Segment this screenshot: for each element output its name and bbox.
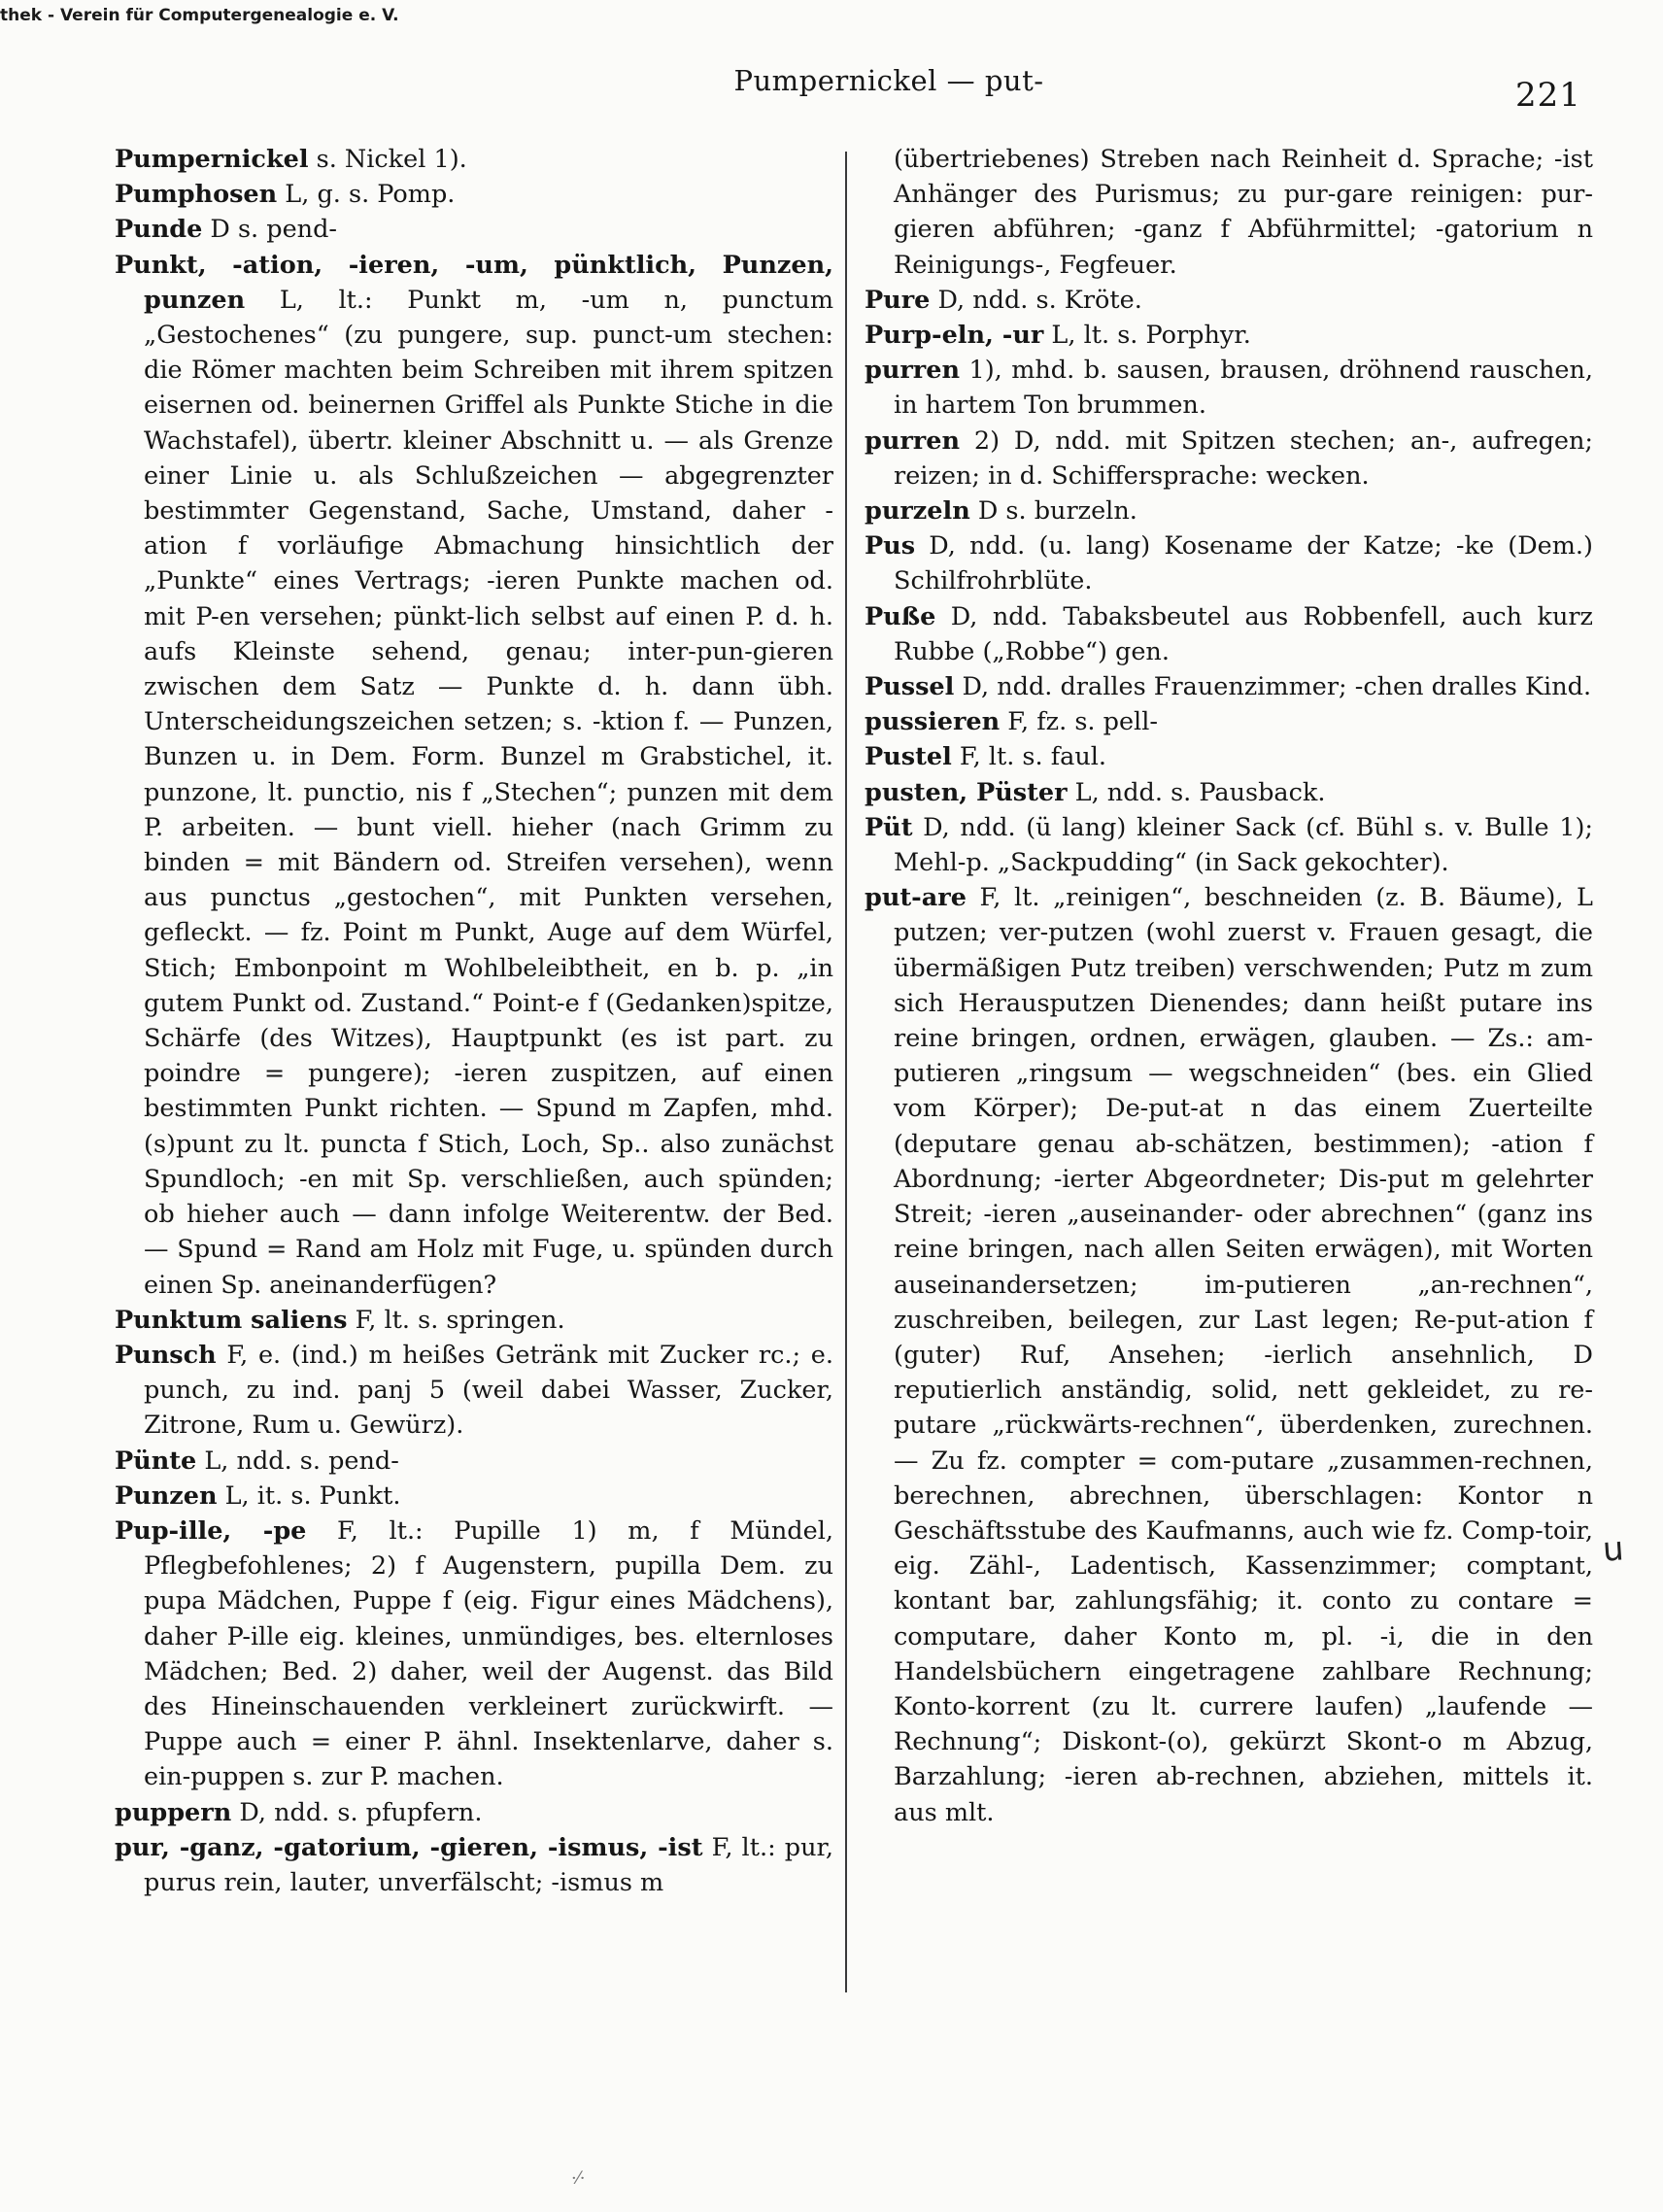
dictionary-entry: Pure D, ndd. s. Kröte. (865, 285, 1142, 315)
dictionary-entry: put-are F, lt. „reinigen“, beschneiden (z. B. Bäume), L putzen; ver-putzen (wohl zuerst v. Frauen gesagt, die übermäßigen Putz treiben) verschwenden; Putz m zum sich Herausputzen Dienendes; dann heißt putare ins reine bringen, ordnen, erwägen, glauben. — Zs.: am-putieren „ringsum — wegschneiden“ (bes. ein Glied vom Körper); De-put-at n das einem Zuerteilte (deputare genau ab-schätzen, bestimmen); -ation f Abordnung; -ierter Abgeordneter; Dis-put m gelehrter Streit; -ieren „auseinander- oder abrechnen“ (ganz ins reine bringen, nach allen Seiten erwägen), mit Worten auseinandersetzen; im-putieren „an-rechnen“, zuschreiben, beilegen, zur Last legen; Re-put-ation f (guter) Ruf, Ansehen; -ierlich ansehnlich, D reputierlich anständig, solid, nett gekleidet, zu re-putare „rückwärts-rechnen“, überdenken, zurechnen. — Zu fz. compter = com-putare „zusammen-rechnen, berechnen, abrechnen, überschlagen: Kontor n Geschäftsstube des Kaufmanns, auch wie fz. Comp-toir, eig. Zähl-, Ladentisch, Kassenzimmer; comptant, kontant bar, zahlungsfähig; it. conto zu contare = computare, daher Konto m, pl. -i, die in den Handelsbüchern eingetragene zahlbare Rechnung; Konto-korrent (zu lt. currere laufen) „laufende — Rechnung“; Diskont-(o), gekürzt Skont-o m Abzug, Barzahlung; -ieren ab-rechnen, abziehen, mittels it. aus mlt. (865, 883, 1593, 1827)
dictionary-entry: Puße D, ndd. Tabaksbeutel aus Robbenfell, auch kurz Rubbe („Robbe“) gen. (865, 601, 1593, 666)
source-label: thek - Verein für Computergenealogie e. V. (0, 6, 399, 25)
dictionary-entry-continuation: (übertriebenes) Streben nach Reinheit d. Sprache; -ist Anhänger des Purismus; zu pur-gare reinigen: pur-gieren abführen; -ganz f Abführmittel; -gatorium n Reinigungs-, Fegfeuer. (894, 145, 1593, 280)
dictionary-entry: Pus D, ndd. (u. lang) Kosename der Katze; -ke (Dem.) Schilfrohrblüte. (865, 531, 1593, 596)
dictionary-entry: pussieren F, fz. s. pell- (865, 707, 1158, 737)
dictionary-entry: Pumpernickel s. Nickel 1). (115, 145, 467, 174)
dictionary-entry: Punde D s. pend- (115, 215, 338, 245)
dictionary-entry: Punsch F, e. (ind.) m heißes Getränk mit Zucker rc.; e. punch, zu ind. panj 5 (weil dabei Wasser, Zucker, Zitrone, Rum u. Gewürz). (115, 1340, 833, 1441)
page-number: 221 (1515, 76, 1581, 115)
dictionary-entry: purren 2) D, ndd. mit Spitzen stechen; an-, aufregen; reizen; in d. Schiffersprache: wecken. (865, 425, 1593, 491)
dictionary-entry: Pünte L, ndd. s. pend- (115, 1446, 399, 1476)
dictionary-entry: Punkt, -ation, -ieren, -um, pünktlich, Punzen, punzen L, lt.: Punkt m, -um n, punctum „Gestochenes“ (zu pungere, sup. punct-um stechen: die Römer machten beim Schreiben mit ihrem spitzen eisernen od. beinernen Griffel als Punkte Stiche in die Wachstafel), übertr. kleiner Abschnitt u. — als Grenze einer Linie u. als Schlußzeichen — abgegrenzter bestimmter Gegenstand, Sache, Umstand, daher -ation f vorläufige Abmachung hinsichtlich der „Punkte“ eines Vertrags; -ieren Punkte machen od. mit P-en versehen; pünkt-lich selbst auf einen P. d. h. aufs Kleinste sehend, genau; inter-pun-gieren zwischen dem Satz — Punkte d. h. dann übh. Unterscheidungszeichen setzen; s. -ktion f. — Punzen, Bunzen u. in Dem. Form. Bunzel m Grabstichel, it. punzone, lt. punctio, nis f „Stechen“; punzen mit dem P. arbeiten. — bunt viell. hieher (nach Grimm zu binden = mit Bändern od. Streifen versehen), wenn aus punctus „gestochen“, mit Punkten versehen, gefleckt. — fz. Point m Punkt, Auge auf dem Würfel, Stich; Embonpoint m Wohlbeleibtheit, en b. p. „in gutem Punkt od. Zustand.“ Point-e f (Gedanken)spitze, Schärfe (des Witzes), Hauptpunkt (es ist part. zu poindre = pungere); -ieren zuspitzen, auf einen bestimmten Punkt richten. — Spund m Zapfen, mhd. (s)punt zu lt. puncta f Stich, Loch, Sp.. also zunächst Spundloch; -en mit Sp. verschließen, auch spünden; ob hieher auch — dann infolge Weiterentw. der Bed. — Spund = Rand am Holz mit Fuge, u. spünden durch einen Sp. aneinanderfügen? (115, 250, 833, 1300)
dictionary-entry: pur, -ganz, -gatorium, -gieren, -ismus, -ist F, lt.: pur, purus rein, lauter, unverfälscht; -ismus m (115, 1832, 834, 1897)
dictionary-entry: Punktum saliens F, lt. s. springen. (115, 1305, 565, 1335)
dictionary-entry: Pup-ille, -pe F, lt.: Pupille 1) m, f Mündel, Pflegbefohlenes; 2) f Augenstern, pupilla Dem. zu pupa Mädchen, Puppe f (eig. Figur eines Mädchens), daher P-ille eig. kleines, unmündiges, bes. elternloses Mädchen; Bed. 2) daher, weil der Augenst. das Bild des Hineinschauenden verkleinert zurückwirft. — Puppe auch = einer P. ähnl. Insektenlarve, daher s. ein-puppen s. zur P. machen. (115, 1515, 833, 1792)
dictionary-entry: purren 1), mhd. b. sausen, brausen, dröhnend rauschen, in hartem Ton brummen. (865, 356, 1593, 421)
dictionary-entry: pusten, Püster L, ndd. s. Pausback. (865, 777, 1326, 807)
right-column (865, 142, 1593, 1830)
column-divider (845, 152, 847, 1992)
handwritten-margin-note: u (1601, 1529, 1625, 1570)
dictionary-entry: Pustel F, lt. s. faul. (865, 742, 1107, 772)
dictionary-entry: Püt D, ndd. (ü lang) kleiner Sack (cf. Bühl s. v. Bulle 1); Mehl-p. „Sackpudding“ (in Sack gekochter). (865, 812, 1593, 878)
dictionary-entry: purzeln D s. burzeln. (865, 496, 1137, 527)
dictionary-entry: Pussel D, ndd. dralles Frauenzimmer; -chen dralles Kind. (865, 672, 1592, 702)
left-column (115, 142, 833, 1900)
dictionary-entry: Pumphosen L, g. s. Pomp. (115, 180, 456, 210)
dictionary-entry: Punzen L, it. s. Punkt. (115, 1480, 401, 1511)
running-head: Pumpernickel — put- (733, 64, 1044, 97)
dictionary-entry: Purp-eln, -ur L, lt. s. Porphyr. (865, 321, 1251, 351)
dictionary-entry: puppern D, ndd. s. pfupfern. (115, 1797, 483, 1827)
bottom-smudge-mark: ·⁄· (571, 2168, 586, 2189)
